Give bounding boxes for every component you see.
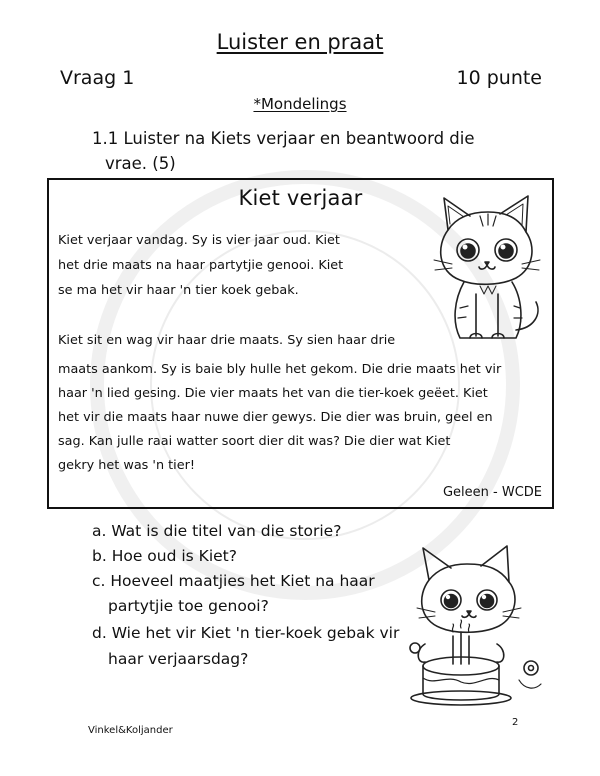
story-line: haar 'n lied gesing. Die vier maats het van die tier-koek geëet. Kiet [58,386,488,401]
page-number: 2 [512,717,519,728]
kitten-with-cake-illustration [395,540,555,710]
question-c-cont: partytjie toe genooi? [108,597,269,615]
story-line: maats aankom. Sy is baie bly hulle het gekom. Die drie maats het vir [58,362,502,377]
question-a: a. Wat is die titel van die storie? [92,522,342,540]
question-label: Vraag 1 [60,67,135,89]
story-line: het vir die maats haar nuwe dier gewys. Die dier was bruin, geel en [58,410,493,425]
story-line: Kiet verjaar vandag. Sy is vier jaar oud. Kiet [58,233,340,248]
mode-label: *Mondelings [253,95,347,113]
marks-label: 10 punte [456,67,542,89]
instruction-line-2: vrae. (5) [105,154,176,173]
story-credit: Geleen - WCDE [442,485,542,500]
story-line: se ma het vir haar 'n tier koek gebak. [58,283,299,298]
story-title: Kiet verjaar [238,186,363,210]
story-line: het drie maats na haar partytjie genooi. Kiet [58,258,344,273]
page-title: Luister en praat [216,30,384,54]
question-d-cont: haar verjaarsdag? [108,650,249,668]
sitting-kitten-illustration [430,190,545,350]
question-b: b. Hoe oud is Kiet? [92,547,237,565]
story-line: gekry het was 'n tier! [58,458,195,473]
instruction-line-1: 1.1 Luister na Kiets verjaar en beantwoord die [92,129,475,148]
footer-brand: Vinkel&Koljander [88,725,173,736]
story-line: sag. Kan julle raai watter soort dier dit was? Die dier wat Kiet [58,434,451,449]
question-d: d. Wie het vir Kiet 'n tier-koek gebak vir [92,624,400,642]
story-line: Kiet sit en wag vir haar drie maats. Sy sien haar drie [58,333,396,348]
question-c: c. Hoeveel maatjies het Kiet na haar [92,572,375,590]
